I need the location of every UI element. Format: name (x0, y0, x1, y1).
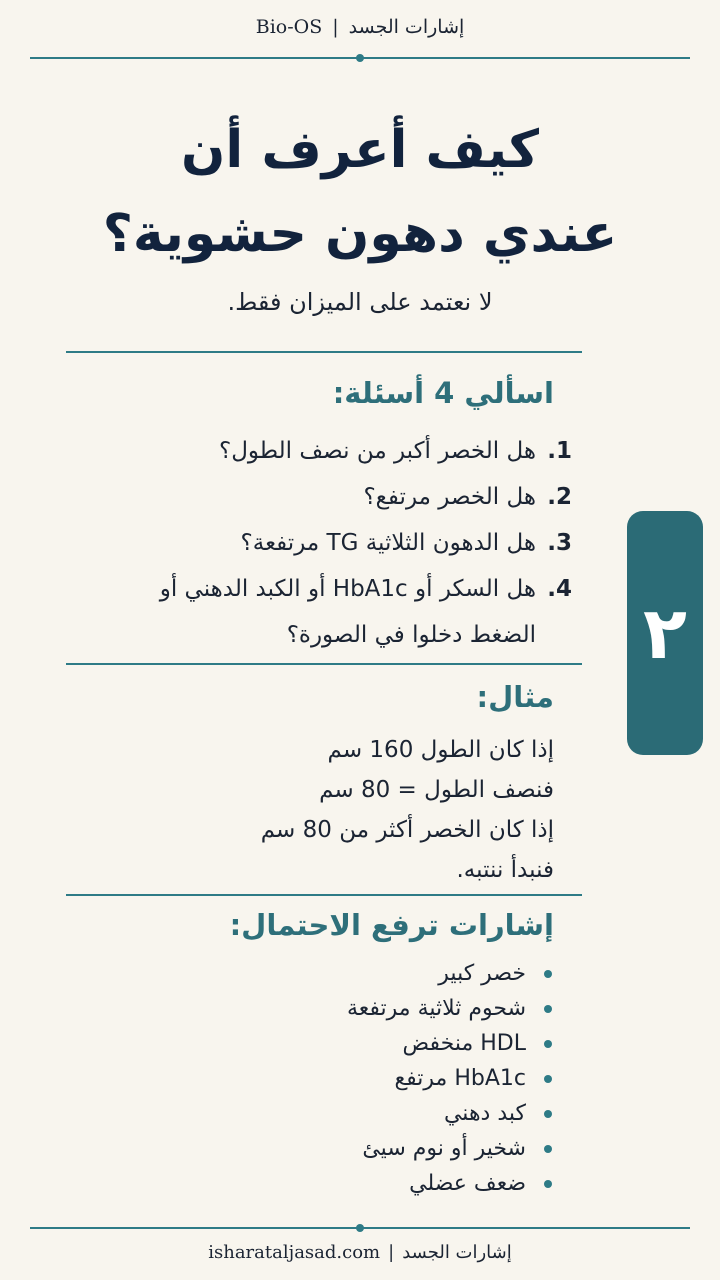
title-line-1: كيف أعرف أن (181, 120, 539, 180)
question-item (132, 566, 572, 658)
example-line: فنصف الطول = 80 سم (319, 777, 554, 803)
sign-text: HDL منخفض (402, 1031, 526, 1056)
sign-item (154, 1026, 554, 1061)
divider-dot (356, 1224, 364, 1232)
example-heading: مثال: (476, 680, 554, 714)
question-text: هل الخصر أكبر من نصف الطول؟ (218, 438, 536, 464)
questions-list (132, 428, 572, 658)
sign-text: شحوم ثلاثية مرتفعة (347, 996, 526, 1021)
sign-item (154, 956, 554, 991)
footer (0, 1242, 720, 1263)
bottom-divider (30, 1227, 690, 1229)
top-divider (30, 57, 690, 59)
question-number: 4. (547, 576, 572, 602)
sign-text: HbA1c مرتفع (394, 1066, 526, 1091)
question-item (132, 474, 572, 520)
sign-item (154, 1061, 554, 1096)
divider-dot (356, 54, 364, 62)
brand-name: Bio-OS (255, 16, 323, 38)
signs-list (154, 956, 554, 1201)
sign-item (154, 1131, 554, 1166)
question-number: 1. (547, 438, 572, 464)
bullet-icon (544, 970, 552, 978)
signs-heading: إشارات ترفع الاحتمال: (229, 908, 554, 942)
question-text: هل السكر أو HbA1c أو الكبد الدهني أو الضغط دخلوا في الصورة؟ (159, 576, 536, 648)
section-divider-2 (66, 663, 582, 665)
sign-text: خصر كبير (438, 961, 526, 986)
example-line: إذا كان الخصر أكثر من 80 سم (260, 817, 554, 843)
series-name: إشارات الجسد (348, 16, 465, 38)
footer-separator: | (388, 1242, 395, 1263)
sign-item (154, 991, 554, 1026)
example-line: فنبدأ ننتبه. (456, 857, 554, 883)
title-line-2: عندي دهون حشوية؟ (102, 204, 618, 264)
footer-series: إشارات الجسد (402, 1242, 512, 1263)
question-item (132, 428, 572, 474)
bullet-icon (544, 1145, 552, 1153)
section-divider-3 (66, 894, 582, 896)
bullet-icon (544, 1005, 552, 1013)
question-text: هل الخصر مرتفع؟ (363, 484, 536, 510)
sign-text: كبد دهني (443, 1101, 526, 1126)
bullet-icon (544, 1040, 552, 1048)
bullet-icon (544, 1110, 552, 1118)
section-divider-1 (66, 351, 582, 353)
sign-item (154, 1166, 554, 1201)
question-number: 3. (547, 530, 572, 556)
top-header (0, 16, 720, 48)
header-separator: | (332, 16, 339, 38)
bullet-icon (544, 1075, 552, 1083)
sign-item (154, 1096, 554, 1131)
question-number: 2. (547, 484, 572, 510)
question-item (132, 520, 572, 566)
page-title (60, 108, 660, 276)
sign-text: شخير أو نوم سيئ (362, 1136, 526, 1161)
sign-text: ضعف عضلي (409, 1171, 526, 1196)
subtitle: لا نعتمد على الميزان فقط. (227, 288, 493, 316)
example-body (154, 730, 554, 890)
example-line: إذا كان الطول 160 سم (327, 737, 554, 763)
questions-heading: اسألي 4 أسئلة: (332, 376, 554, 410)
website-link[interactable]: isharataljasad.com (208, 1242, 381, 1263)
bullet-icon (544, 1180, 552, 1188)
question-text: هل الدهون الثلاثية TG مرتفعة؟ (240, 530, 536, 556)
page-number-badge: ٢ (627, 511, 703, 755)
